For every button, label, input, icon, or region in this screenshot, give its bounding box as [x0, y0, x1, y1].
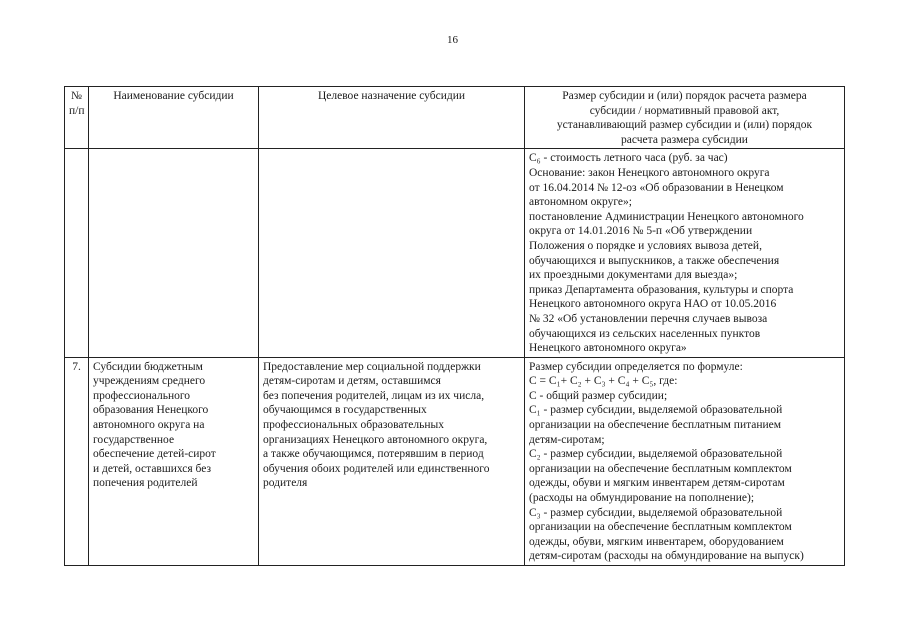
text-line: автономном округе»; — [529, 196, 632, 209]
text-line: организации на обеспечение бесплатным питанием — [529, 419, 782, 432]
text-line: С₁ - размер субсидии, выделяемой образовательной — [529, 404, 783, 417]
cell-num-7: 7. — [65, 357, 89, 565]
text-line: детям-сиротам и детям, оставшимся — [263, 375, 441, 388]
text-line: и детей, оставшихся без — [93, 462, 212, 475]
cell-name-7 — [89, 357, 259, 565]
text-line: п/п — [69, 104, 85, 117]
text-line: обеспечение детей-сирот — [93, 448, 216, 461]
text-line: устанавливающий размер субсидии и (или) порядок — [556, 119, 813, 132]
text-line: образования Ненецкого — [93, 404, 209, 417]
text-line: организации на обеспечение бесплатным комплектом — [529, 521, 792, 534]
cell-size-7 — [525, 357, 845, 565]
text-line: обучающихся из сельских населенных пунктов — [529, 327, 761, 340]
text-line: их проездными документами для выезда»; — [529, 269, 738, 282]
text-line: № — [71, 90, 82, 102]
text-line: С₃ - размер субсидии, выделяемой образовательной — [529, 506, 783, 519]
text-line: Предоставление мер социальной поддержки — [263, 360, 481, 373]
text-line: постановление Администрации Ненецкого автономного — [529, 210, 804, 223]
text-line: С₆ - стоимость летного часа (руб. за час) — [529, 152, 728, 165]
header-name — [89, 87, 259, 149]
text-line: обучающимся в государственных — [263, 404, 427, 417]
header-purpose — [259, 87, 525, 149]
cell-num-empty — [65, 149, 89, 357]
text-line: С - общий размер субсидии; — [529, 389, 668, 402]
cell-purpose-empty — [259, 149, 525, 357]
text-line: Основание: закон Ненецкого автономного округа — [529, 166, 770, 179]
text-line: Субсидии бюджетным — [93, 360, 203, 373]
text-line: автономного округа на — [93, 419, 205, 432]
text-line: С = С₁+ С₂ + С₃ + С₄ + С₅, где: — [529, 375, 678, 388]
text-line: государственное — [93, 433, 175, 446]
table-row-continuation — [65, 149, 845, 357]
text-line: С₂ - размер субсидии, выделяемой образовательной — [529, 448, 783, 461]
cell-purpose-7 — [259, 357, 525, 565]
text-line: организациях Ненецкого автономного округа, — [263, 433, 488, 446]
text-line: Размер субсидии и (или) порядок расчета размера — [562, 90, 807, 102]
cell-size-continuation — [525, 149, 845, 357]
text-line: детям-сиротам (расходы на обмундирование на выпуск) — [529, 550, 804, 563]
text-line: организации на обеспечение бесплатным комплектом — [529, 462, 792, 475]
table-header-row — [65, 87, 845, 149]
text-line: Размер субсидии определяется по формуле: — [529, 360, 743, 373]
text-line: расчета размера субсидии — [621, 133, 748, 146]
text-line: Ненецкого автономного округа НАО от 10.05.2016 — [529, 298, 777, 311]
text-line: попечения родителей — [93, 477, 198, 490]
text-line: одежды, обуви и мягким инвентарем детям-сиротам — [529, 477, 785, 490]
cell-name-empty — [89, 149, 259, 357]
text-line: обучения обоих родителей или единственного — [263, 462, 490, 475]
header-num — [65, 87, 89, 149]
subsidy-table — [64, 86, 845, 566]
text-line: округа от 14.01.2016 № 5-п «Об утверждении — [529, 225, 753, 238]
text-line: детям-сиротам; — [529, 433, 605, 446]
text-line: профессиональных образовательных — [263, 419, 444, 432]
text-line: родителя — [263, 477, 308, 490]
text-line: (расходы на обмундирование на пополнение); — [529, 492, 755, 505]
page-number: 16 — [447, 34, 458, 46]
text-line: учреждениям среднего — [93, 375, 206, 388]
text-line: обучающихся и выпускников, а также обеспечения — [529, 254, 780, 267]
text-line: Положения о порядке и условиях вывоза детей, — [529, 239, 762, 252]
text-line: Ненецкого автономного округа» — [529, 342, 687, 355]
text-line: а также обучающимся, потерявшим в период — [263, 448, 484, 461]
text-line: Целевое назначение субсидии — [317, 90, 466, 102]
text-line: Наименование субсидии — [113, 90, 234, 102]
text-line: приказ Департамента образования, культуры и спорта — [529, 283, 794, 296]
header-size — [525, 87, 845, 149]
text-line: № 32 «Об установлении перечня случаев вывоза — [529, 312, 768, 325]
text-line: субсидии / нормативный правовой акт, — [589, 104, 780, 117]
text-line: профессионального — [93, 389, 191, 402]
table-row-7 — [65, 357, 845, 565]
text-line: от 16.04.2014 № 12-оз «Об образовании в Ненецком — [529, 181, 784, 194]
text-line: одежды, обуви, мягким инвентарем, оборудованием — [529, 535, 784, 548]
text-line: без попечения родителей, лицам из их числа, — [263, 389, 485, 402]
